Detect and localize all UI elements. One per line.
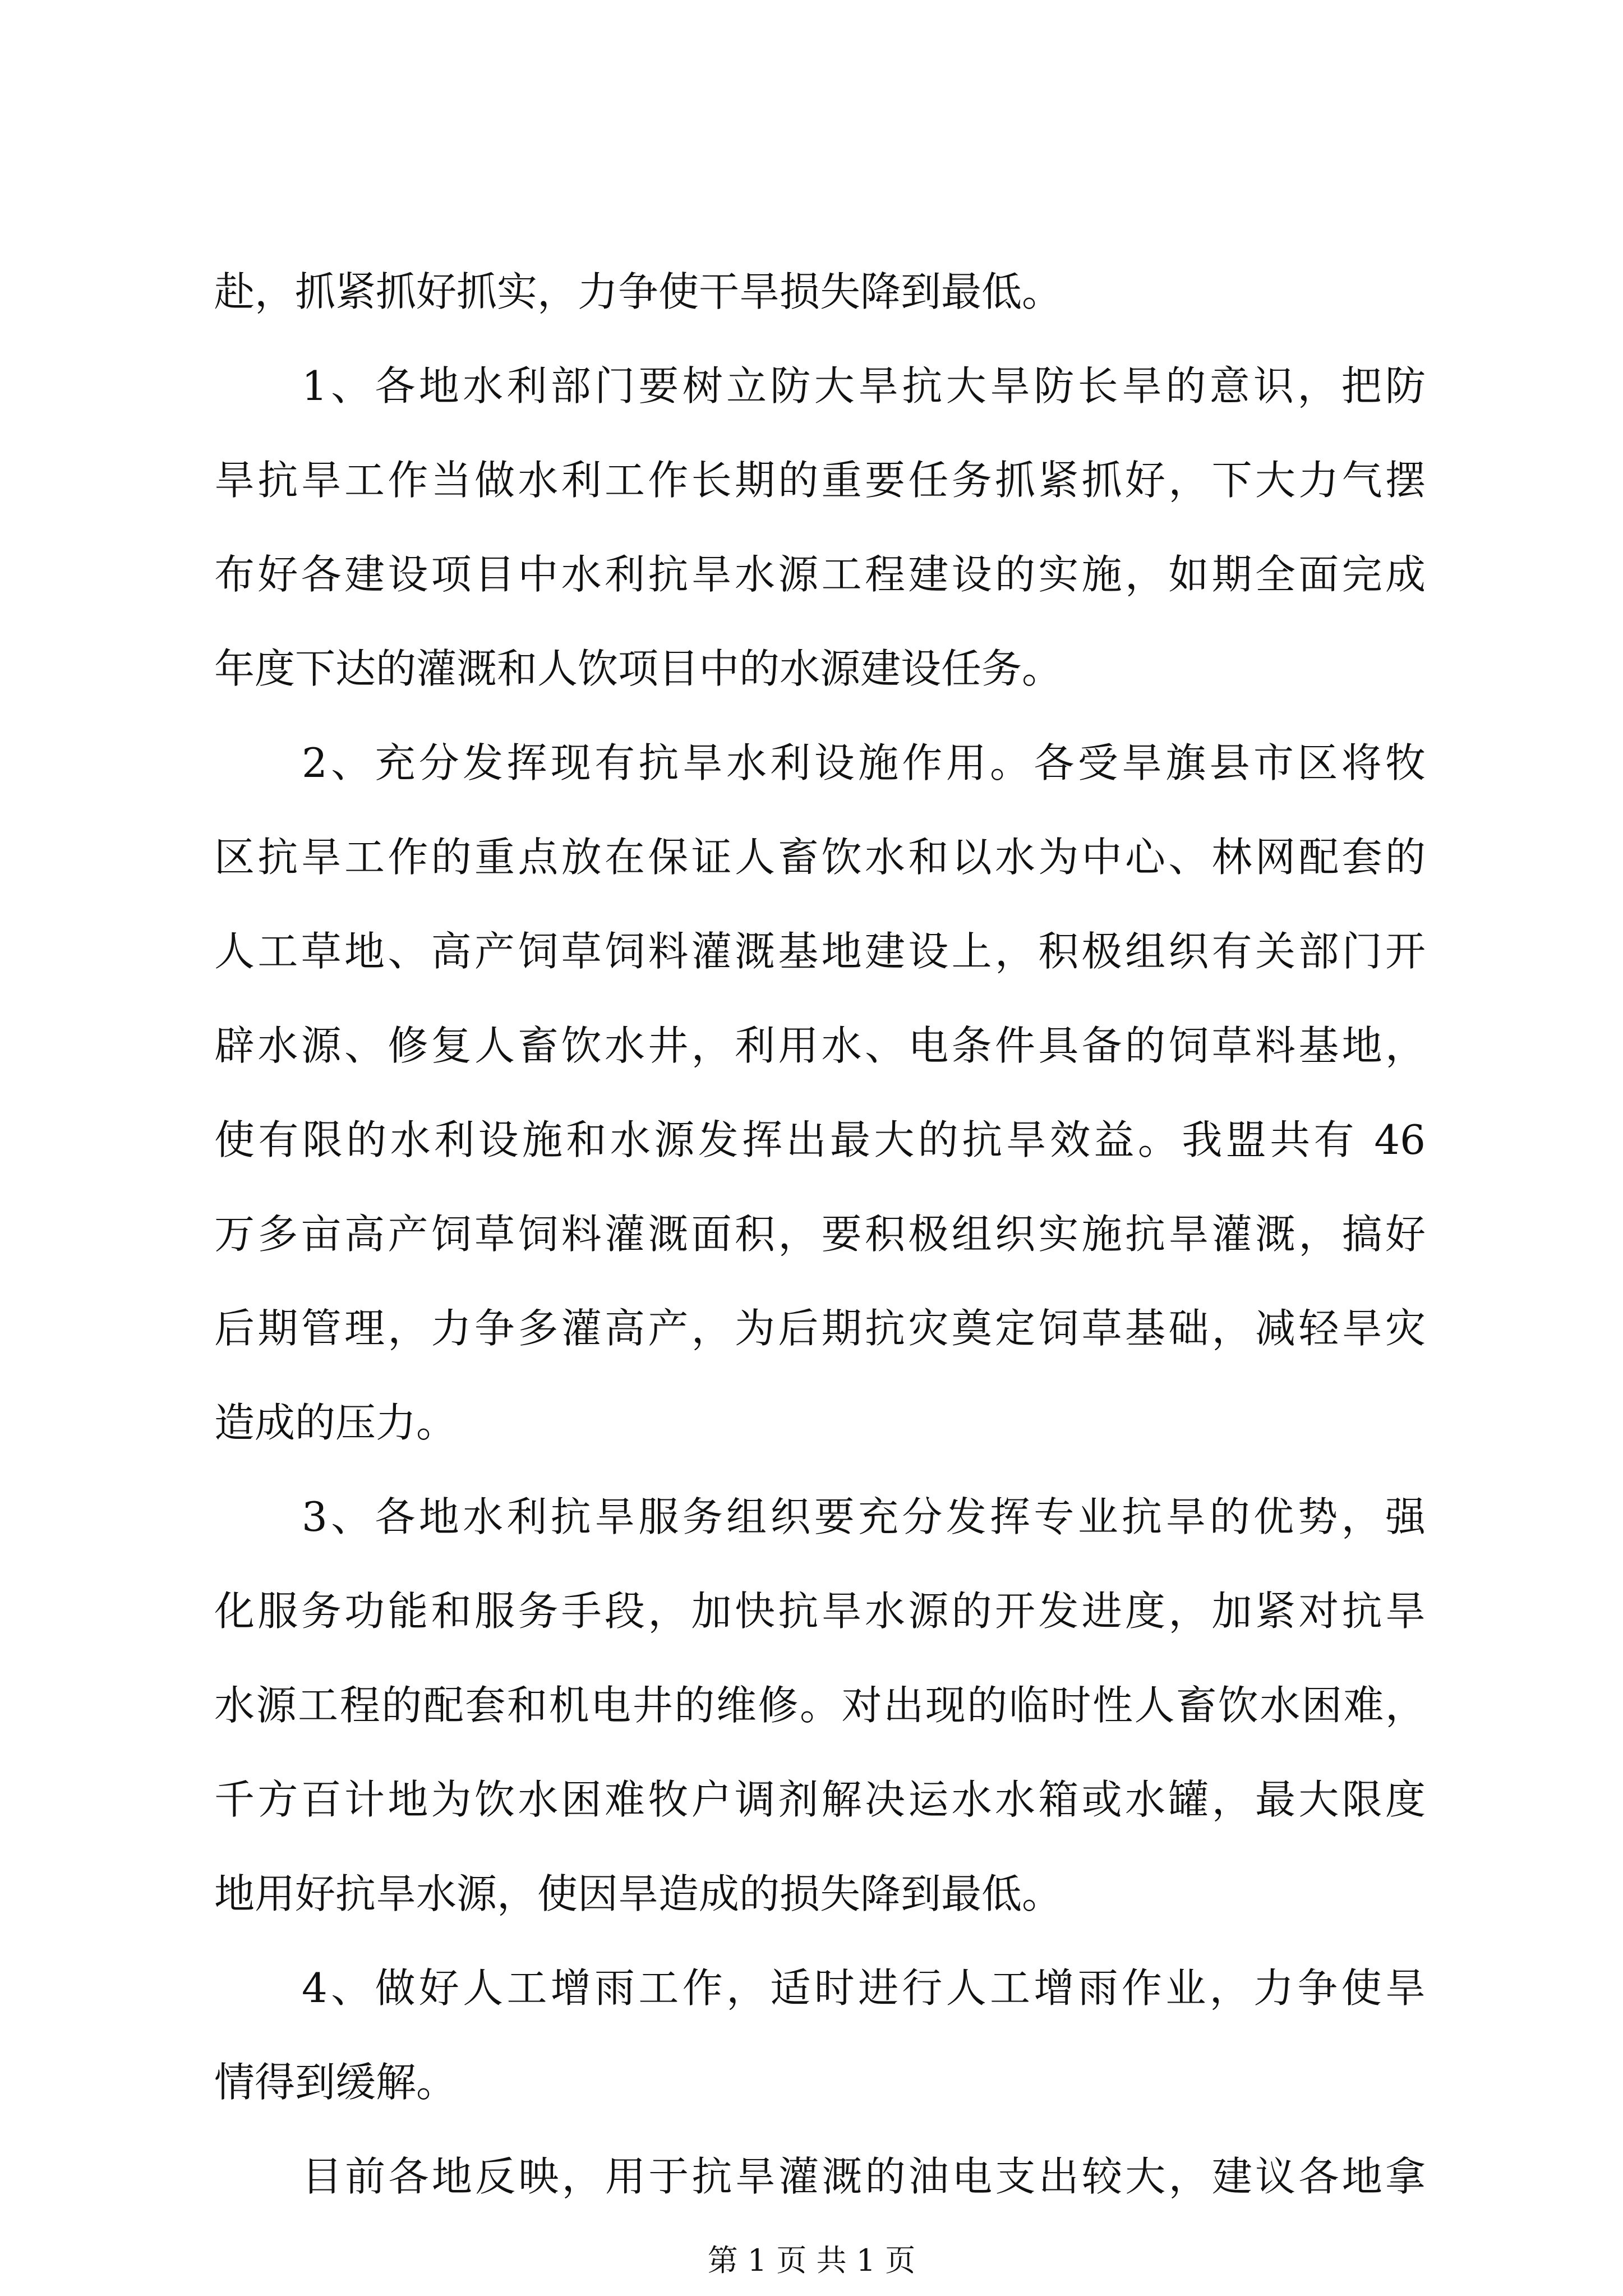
text-line: 目前各地反映，用于抗旱灌溉的油电支出较大，建议各地拿 (302, 2153, 1426, 2200)
text-line: 布好各建设项目中水利抗旱水源工程建设的实施，如期全面完成 (214, 551, 1426, 598)
text-line: 后期管理，力争多灌高产，为后期抗灾奠定饲草基础，减轻旱灾 (214, 1305, 1426, 1352)
text-line: 辟水源、修复人畜饮水井，利用水、电条件具备的饲草料基地， (214, 1022, 1426, 1069)
text-line: 年度下达的灌溉和人饮项目中的水源建设任务。 (214, 645, 1063, 692)
text-line: 地用好抗旱水源，使因旱造成的损失降到最低。 (214, 1870, 1063, 1917)
text-line: 2、充分发挥现有抗旱水利设施作用。各受旱旗县市区将牧 (302, 739, 1426, 786)
text-line: 旱抗旱工作当做水利工作长期的重要任务抓紧抓好，下大力气摆 (214, 457, 1426, 504)
text-line: 人工草地、高产饲草饲料灌溉基地建设上，积极组织有关部门开 (214, 928, 1426, 975)
text-line: 使有限的水利设施和水源发挥出最大的抗旱效益。我盟共有 46 (214, 1116, 1426, 1163)
text-line: 1、各地水利部门要树立防大旱抗大旱防长旱的意识，把防 (302, 362, 1426, 409)
text-line: 4、做好人工增雨工作，适时进行人工增雨作业，力争使旱 (302, 1964, 1426, 2012)
text-line: 千方百计地为饮水困难牧户调剂解决运水水箱或水罐，最大限度 (214, 1776, 1426, 1823)
text-line: 万多亩高产饲草饲料灌溉面积，要积极组织实施抗旱灌溉，搞好 (214, 1211, 1426, 1258)
text-line: 水源工程的配套和机电井的维修。对出现的临时性人畜饮水困难， (214, 1682, 1426, 1729)
text-line: 赴，抓紧抓好抓实，力争使干旱损失降到最低。 (214, 268, 1063, 315)
text-line: 化服务功能和服务手段，加快抗旱水源的开发进度，加紧对抗旱 (214, 1588, 1426, 1635)
page-number-footer: 第 1 页 共 1 页 (707, 2243, 916, 2278)
text-line: 3、各地水利抗旱服务组织要充分发挥专业抗旱的优势，强 (302, 1493, 1426, 1540)
text-line: 造成的压力。 (214, 1399, 457, 1446)
text-line: 情得到缓解。 (214, 2059, 457, 2106)
text-line: 区抗旱工作的重点放在保证人畜饮水和以水为中心、林网配套的 (214, 834, 1426, 881)
